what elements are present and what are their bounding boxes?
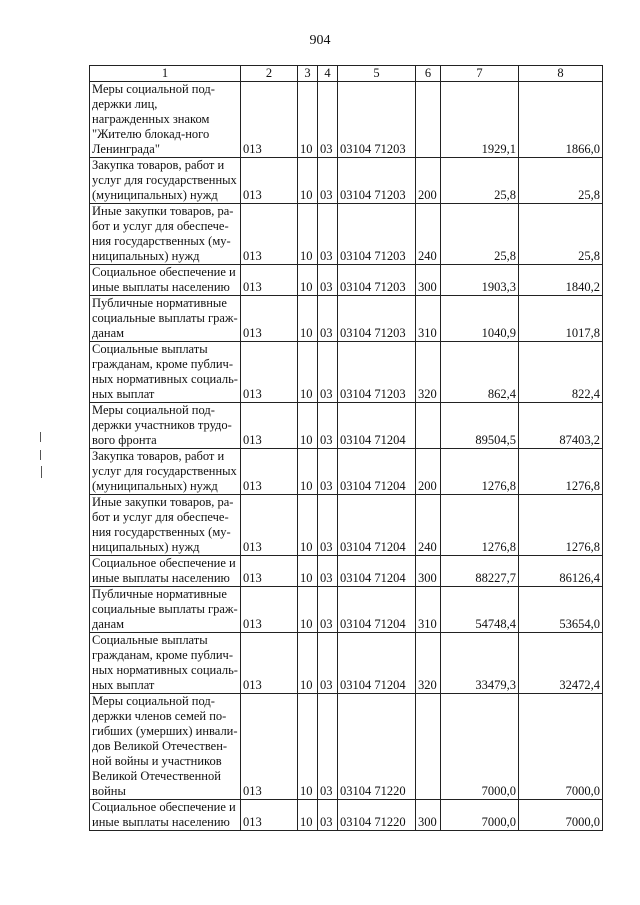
cell-subsection: 03 xyxy=(318,694,338,800)
cell-section: 10 xyxy=(298,158,318,204)
margin-mark xyxy=(40,432,41,442)
cell-target-article: 03104 71204 xyxy=(338,556,416,587)
cell-name: Публичные нормативные социальные выплаты граж-данам xyxy=(90,296,241,342)
cell-target-article: 03104 71203 xyxy=(338,204,416,265)
cell-amount-col7: 862,4 xyxy=(441,342,519,403)
cell-name: Меры социальной под-держки участников трудо-вого фронта xyxy=(90,403,241,449)
cell-amount-col7: 1903,3 xyxy=(441,265,519,296)
cell-expense-type: 240 xyxy=(416,204,441,265)
cell-section: 10 xyxy=(298,556,318,587)
cell-ministry-code: 013 xyxy=(241,556,298,587)
column-header: 2 xyxy=(241,66,298,82)
cell-section: 10 xyxy=(298,204,318,265)
cell-name: Социальное обеспечение и иные выплаты населению xyxy=(90,265,241,296)
cell-amount-col8: 1276,8 xyxy=(519,449,603,495)
cell-amount-col7: 7000,0 xyxy=(441,800,519,831)
cell-section: 10 xyxy=(298,449,318,495)
cell-ministry-code: 013 xyxy=(241,296,298,342)
cell-ministry-code: 013 xyxy=(241,449,298,495)
cell-ministry-code: 013 xyxy=(241,265,298,296)
cell-amount-col7: 1040,9 xyxy=(441,296,519,342)
cell-ministry-code: 013 xyxy=(241,204,298,265)
cell-amount-col8: 1866,0 xyxy=(519,82,603,158)
header-row xyxy=(90,66,603,82)
cell-section: 10 xyxy=(298,342,318,403)
table-row xyxy=(90,694,603,800)
page-number: 904 xyxy=(309,33,331,48)
cell-subsection: 03 xyxy=(318,296,338,342)
cell-subsection: 03 xyxy=(318,204,338,265)
table-row xyxy=(90,204,603,265)
table-row xyxy=(90,158,603,204)
budget-table xyxy=(89,65,603,831)
cell-amount-col8: 1840,2 xyxy=(519,265,603,296)
cell-amount-col7: 33479,3 xyxy=(441,633,519,694)
cell-target-article: 03104 71204 xyxy=(338,587,416,633)
cell-expense-type: 300 xyxy=(416,800,441,831)
cell-ministry-code: 013 xyxy=(241,158,298,204)
cell-name: Иные закупки товаров, ра-бот и услуг для обеспече-ния государственных (му-ниципальных) нужд xyxy=(90,204,241,265)
cell-ministry-code: 013 xyxy=(241,495,298,556)
cell-target-article: 03104 71204 xyxy=(338,633,416,694)
cell-amount-col8: 86126,4 xyxy=(519,556,603,587)
cell-target-article: 03104 71203 xyxy=(338,296,416,342)
cell-amount-col8: 1276,8 xyxy=(519,495,603,556)
cell-section: 10 xyxy=(298,403,318,449)
cell-name: Меры социальной под-держки членов семей по-гибших (умерших) инвали-дов Великой Отечествен-ной войны и участников Великой Отечественной войны xyxy=(90,694,241,800)
cell-ministry-code: 013 xyxy=(241,633,298,694)
cell-ministry-code: 013 xyxy=(241,800,298,831)
margin-mark xyxy=(40,450,41,460)
column-header: 6 xyxy=(416,66,441,82)
cell-name: Социальное обеспечение и иные выплаты населению xyxy=(90,800,241,831)
table-body xyxy=(90,82,603,831)
table-row xyxy=(90,296,603,342)
cell-name: Публичные нормативные социальные выплаты граж-данам xyxy=(90,587,241,633)
cell-amount-col8: 1017,8 xyxy=(519,296,603,342)
table-row xyxy=(90,449,603,495)
column-header: 7 xyxy=(441,66,519,82)
cell-section: 10 xyxy=(298,587,318,633)
cell-expense-type: 240 xyxy=(416,495,441,556)
cell-expense-type: 200 xyxy=(416,158,441,204)
cell-ministry-code: 013 xyxy=(241,403,298,449)
cell-section: 10 xyxy=(298,694,318,800)
table-row xyxy=(90,587,603,633)
cell-expense-type: 320 xyxy=(416,342,441,403)
cell-amount-col7: 89504,5 xyxy=(441,403,519,449)
table-row xyxy=(90,800,603,831)
cell-amount-col8: 7000,0 xyxy=(519,694,603,800)
cell-ministry-code: 013 xyxy=(241,587,298,633)
cell-subsection: 03 xyxy=(318,342,338,403)
cell-section: 10 xyxy=(298,82,318,158)
table-row xyxy=(90,633,603,694)
cell-section: 10 xyxy=(298,265,318,296)
cell-amount-col7: 25,8 xyxy=(441,158,519,204)
cell-amount-col7: 1929,1 xyxy=(441,82,519,158)
cell-name: Социальные выплаты гражданам, кроме публич-ных нормативных социаль-ных выплат xyxy=(90,342,241,403)
cell-target-article: 03104 71220 xyxy=(338,694,416,800)
column-header: 1 xyxy=(90,66,241,82)
cell-amount-col7: 54748,4 xyxy=(441,587,519,633)
cell-expense-type xyxy=(416,403,441,449)
cell-name: Социальные выплаты гражданам, кроме публич-ных нормативных социаль-ных выплат xyxy=(90,633,241,694)
column-header: 8 xyxy=(519,66,603,82)
cell-section: 10 xyxy=(298,633,318,694)
cell-amount-col8: 7000,0 xyxy=(519,800,603,831)
cell-name: Социальное обеспечение и иные выплаты населению xyxy=(90,556,241,587)
cell-ministry-code: 013 xyxy=(241,342,298,403)
cell-amount-col7: 7000,0 xyxy=(441,694,519,800)
column-header: 4 xyxy=(318,66,338,82)
cell-subsection: 03 xyxy=(318,800,338,831)
cell-ministry-code: 013 xyxy=(241,82,298,158)
cell-amount-col7: 88227,7 xyxy=(441,556,519,587)
cell-expense-type: 320 xyxy=(416,633,441,694)
cell-section: 10 xyxy=(298,495,318,556)
cell-expense-type xyxy=(416,82,441,158)
cell-amount-col8: 53654,0 xyxy=(519,587,603,633)
cell-expense-type xyxy=(416,694,441,800)
cell-amount-col8: 822,4 xyxy=(519,342,603,403)
table-row xyxy=(90,556,603,587)
cell-subsection: 03 xyxy=(318,158,338,204)
cell-target-article: 03104 71220 xyxy=(338,800,416,831)
cell-expense-type: 310 xyxy=(416,296,441,342)
cell-expense-type: 300 xyxy=(416,556,441,587)
cell-target-article: 03104 71203 xyxy=(338,82,416,158)
table-row xyxy=(90,265,603,296)
cell-subsection: 03 xyxy=(318,265,338,296)
table-row xyxy=(90,342,603,403)
table-row xyxy=(90,495,603,556)
cell-expense-type: 200 xyxy=(416,449,441,495)
cell-target-article: 03104 71204 xyxy=(338,495,416,556)
table-row xyxy=(90,403,603,449)
cell-subsection: 03 xyxy=(318,556,338,587)
column-header: 5 xyxy=(338,66,416,82)
cell-subsection: 03 xyxy=(318,633,338,694)
cell-amount-col8: 25,8 xyxy=(519,158,603,204)
cell-amount-col8: 25,8 xyxy=(519,204,603,265)
cell-amount-col8: 32472,4 xyxy=(519,633,603,694)
cell-subsection: 03 xyxy=(318,449,338,495)
cell-subsection: 03 xyxy=(318,82,338,158)
cell-name: Закупка товаров, работ и услуг для государственных (муниципальных) нужд xyxy=(90,449,241,495)
cell-name: Закупка товаров, работ и услуг для государственных (муниципальных) нужд xyxy=(90,158,241,204)
cell-name: Меры социальной под-держки лиц, награжденных знаком "Жителю блокад-ного Ленинграда" xyxy=(90,82,241,158)
cell-ministry-code: 013 xyxy=(241,694,298,800)
cell-subsection: 03 xyxy=(318,587,338,633)
cell-subsection: 03 xyxy=(318,495,338,556)
cell-expense-type: 310 xyxy=(416,587,441,633)
cell-expense-type: 300 xyxy=(416,265,441,296)
cell-amount-col8: 87403,2 xyxy=(519,403,603,449)
cell-target-article: 03104 71203 xyxy=(338,265,416,296)
cell-subsection: 03 xyxy=(318,403,338,449)
cell-target-article: 03104 71203 xyxy=(338,342,416,403)
column-header: 3 xyxy=(298,66,318,82)
cell-section: 10 xyxy=(298,800,318,831)
cell-amount-col7: 1276,8 xyxy=(441,449,519,495)
cell-target-article: 03104 71204 xyxy=(338,403,416,449)
cell-target-article: 03104 71204 xyxy=(338,449,416,495)
cell-name: Иные закупки товаров, ра-бот и услуг для обеспече-ния государственных (му-ниципальных) нужд xyxy=(90,495,241,556)
cell-target-article: 03104 71203 xyxy=(338,158,416,204)
cell-amount-col7: 1276,8 xyxy=(441,495,519,556)
cell-section: 10 xyxy=(298,296,318,342)
cell-amount-col7: 25,8 xyxy=(441,204,519,265)
table-row xyxy=(90,82,603,158)
margin-mark xyxy=(41,466,42,478)
